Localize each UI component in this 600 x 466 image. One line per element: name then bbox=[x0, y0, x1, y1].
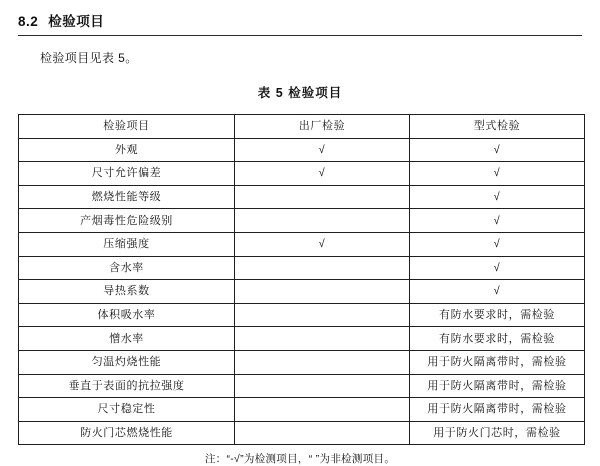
section-number: 8.2 bbox=[18, 14, 39, 29]
cell-item: 压缩强度 bbox=[19, 232, 235, 256]
table-row bbox=[19, 374, 585, 398]
table-row bbox=[19, 138, 585, 162]
cell-factory-inspection bbox=[235, 303, 410, 327]
table-note: 注：“-√”为检测项目，“ ”为非检测项目。 bbox=[204, 453, 396, 466]
section-title: 检验项目 bbox=[48, 14, 105, 29]
cell-factory-inspection bbox=[235, 421, 410, 445]
cell-type-inspection: 用于防火隔离带时，需检验 bbox=[410, 350, 585, 374]
table-row bbox=[19, 185, 585, 209]
table-body bbox=[19, 138, 585, 445]
cell-type-inspection: 用于防火隔离带时，需检验 bbox=[410, 398, 585, 422]
cell-type-inspection: 用于防火门芯时，需检验 bbox=[410, 421, 585, 445]
cell-item: 外观 bbox=[19, 138, 235, 162]
cell-factory-inspection: √ bbox=[235, 138, 410, 162]
cell-item: 产烟毒性危险级别 bbox=[19, 209, 235, 233]
table-caption: 表 5 检验项目 bbox=[257, 86, 343, 100]
cell-item: 憎水率 bbox=[19, 327, 235, 351]
table-row bbox=[19, 303, 585, 327]
table-row bbox=[19, 162, 585, 186]
table-row bbox=[19, 209, 585, 233]
cell-factory-inspection bbox=[235, 185, 410, 209]
cell-item: 匀温灼烧性能 bbox=[19, 350, 235, 374]
intro-paragraph: 检验项目见表 5。 bbox=[40, 51, 138, 65]
cell-item: 垂直于表面的抗拉强度 bbox=[19, 374, 235, 398]
cell-item: 导热系数 bbox=[19, 280, 235, 304]
cell-type-inspection: √ bbox=[410, 162, 585, 186]
table-row bbox=[19, 421, 585, 445]
cell-factory-inspection bbox=[235, 350, 410, 374]
table-row bbox=[19, 280, 585, 304]
cell-type-inspection: √ bbox=[410, 232, 585, 256]
cell-item: 燃烧性能等级 bbox=[19, 185, 235, 209]
cell-factory-inspection bbox=[235, 280, 410, 304]
cell-type-inspection: 有防水要求时，需检验 bbox=[410, 303, 585, 327]
cell-type-inspection: 有防水要求时，需检验 bbox=[410, 327, 585, 351]
cell-type-inspection: √ bbox=[410, 138, 585, 162]
cell-item: 体积吸水率 bbox=[19, 303, 235, 327]
inspection-items-table bbox=[18, 114, 585, 445]
table-header-row bbox=[19, 115, 585, 139]
section-heading bbox=[18, 10, 582, 30]
table-row bbox=[19, 350, 585, 374]
column-header-factory: 出厂检验 bbox=[235, 115, 410, 139]
cell-factory-inspection bbox=[235, 327, 410, 351]
table-row bbox=[19, 398, 585, 422]
cell-type-inspection: √ bbox=[410, 256, 585, 280]
column-header-item: 检验项目 bbox=[19, 115, 235, 139]
cell-type-inspection: 用于防火隔离带时，需检验 bbox=[410, 374, 585, 398]
table-row bbox=[19, 256, 585, 280]
cell-item: 尺寸允许偏差 bbox=[19, 162, 235, 186]
cell-factory-inspection bbox=[235, 374, 410, 398]
cell-factory-inspection: √ bbox=[235, 232, 410, 256]
cell-item: 含水率 bbox=[19, 256, 235, 280]
cell-factory-inspection bbox=[235, 398, 410, 422]
cell-factory-inspection: √ bbox=[235, 162, 410, 186]
cell-type-inspection: √ bbox=[410, 280, 585, 304]
cell-item: 防火门芯燃烧性能 bbox=[19, 421, 235, 445]
cell-factory-inspection bbox=[235, 256, 410, 280]
cell-factory-inspection bbox=[235, 209, 410, 233]
cell-type-inspection: √ bbox=[410, 185, 585, 209]
cell-type-inspection: √ bbox=[410, 209, 585, 233]
table-row bbox=[19, 327, 585, 351]
cell-item: 尺寸稳定性 bbox=[19, 398, 235, 422]
column-header-type: 型式检验 bbox=[410, 115, 585, 139]
header-divider bbox=[18, 35, 582, 36]
table-row bbox=[19, 232, 585, 256]
